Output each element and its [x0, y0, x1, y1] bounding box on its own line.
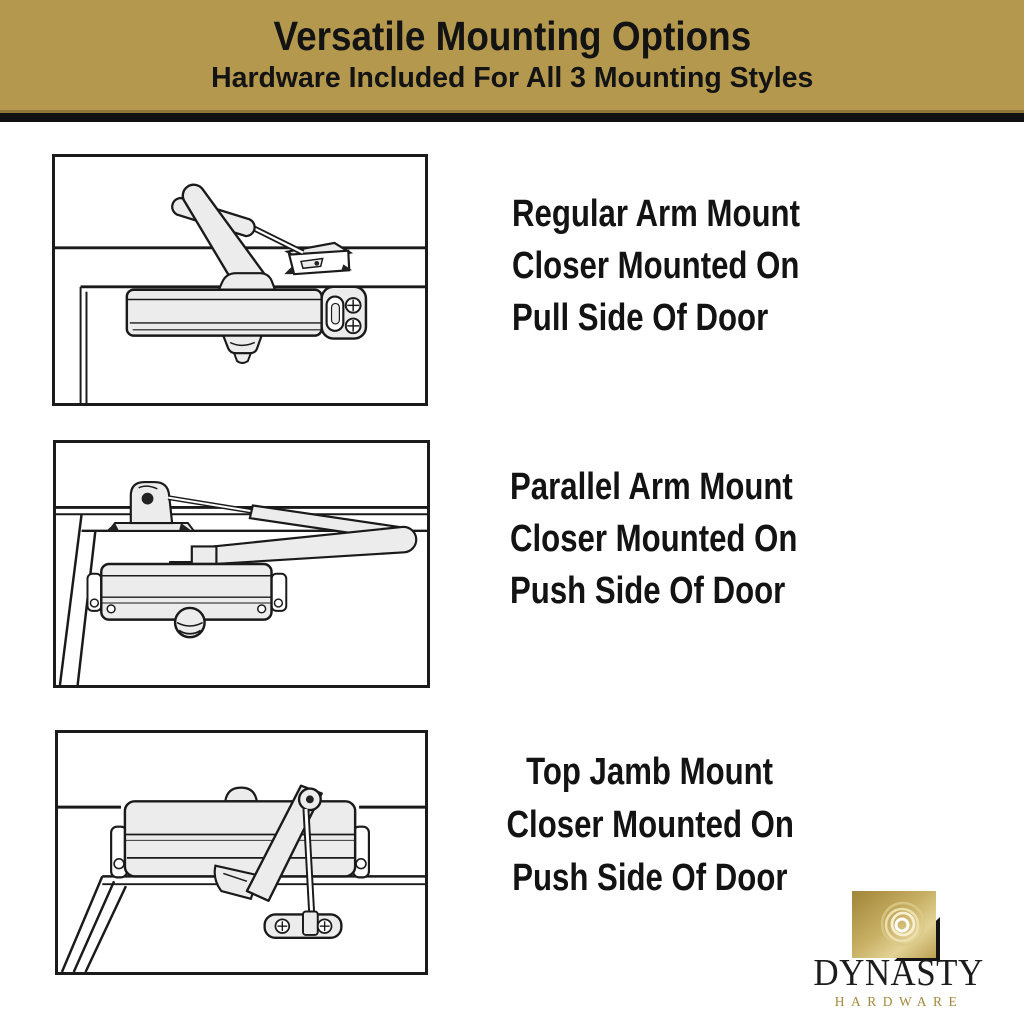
- concentric-rings-square-icon: [852, 891, 940, 961]
- banner: [0, 0, 1024, 113]
- caption-line: Push Side Of Door: [512, 857, 788, 899]
- parallel-arm-caption: [510, 461, 860, 617]
- brand-logo: [806, 891, 986, 1009]
- caption-line: Parallel Arm Mount: [510, 466, 793, 508]
- parallel-arm-mount-diagram-icon: [56, 443, 427, 685]
- caption-line: Push Side Of Door: [510, 570, 786, 612]
- top-jamb-caption: [460, 746, 840, 905]
- top-jamb-mount-diagram-icon: [58, 733, 425, 972]
- caption-line: Closer Mounted On: [506, 804, 794, 846]
- top-jamb-mount-panel: [55, 730, 428, 975]
- caption-line: Top Jamb Mount: [526, 751, 774, 793]
- regular-arm-caption: [512, 188, 863, 344]
- divider-bar: [0, 113, 1024, 122]
- brand-tagline: HARDWARE: [834, 994, 964, 1009]
- banner-subtitle: Hardware Included For All 3 Mounting Styles: [210, 62, 814, 95]
- caption-line: Closer Mounted On: [510, 518, 798, 560]
- banner-title: Versatile Mounting Options: [273, 13, 751, 60]
- regular-arm-mount-diagram-icon: [55, 157, 425, 403]
- caption-line: Regular Arm Mount: [512, 193, 800, 235]
- brand-name: DYNASTY: [813, 952, 984, 994]
- parallel-arm-mount-panel: [53, 440, 430, 688]
- regular-arm-mount-panel: [52, 154, 428, 406]
- caption-line: Closer Mounted On: [512, 245, 800, 287]
- caption-line: Pull Side Of Door: [512, 297, 769, 339]
